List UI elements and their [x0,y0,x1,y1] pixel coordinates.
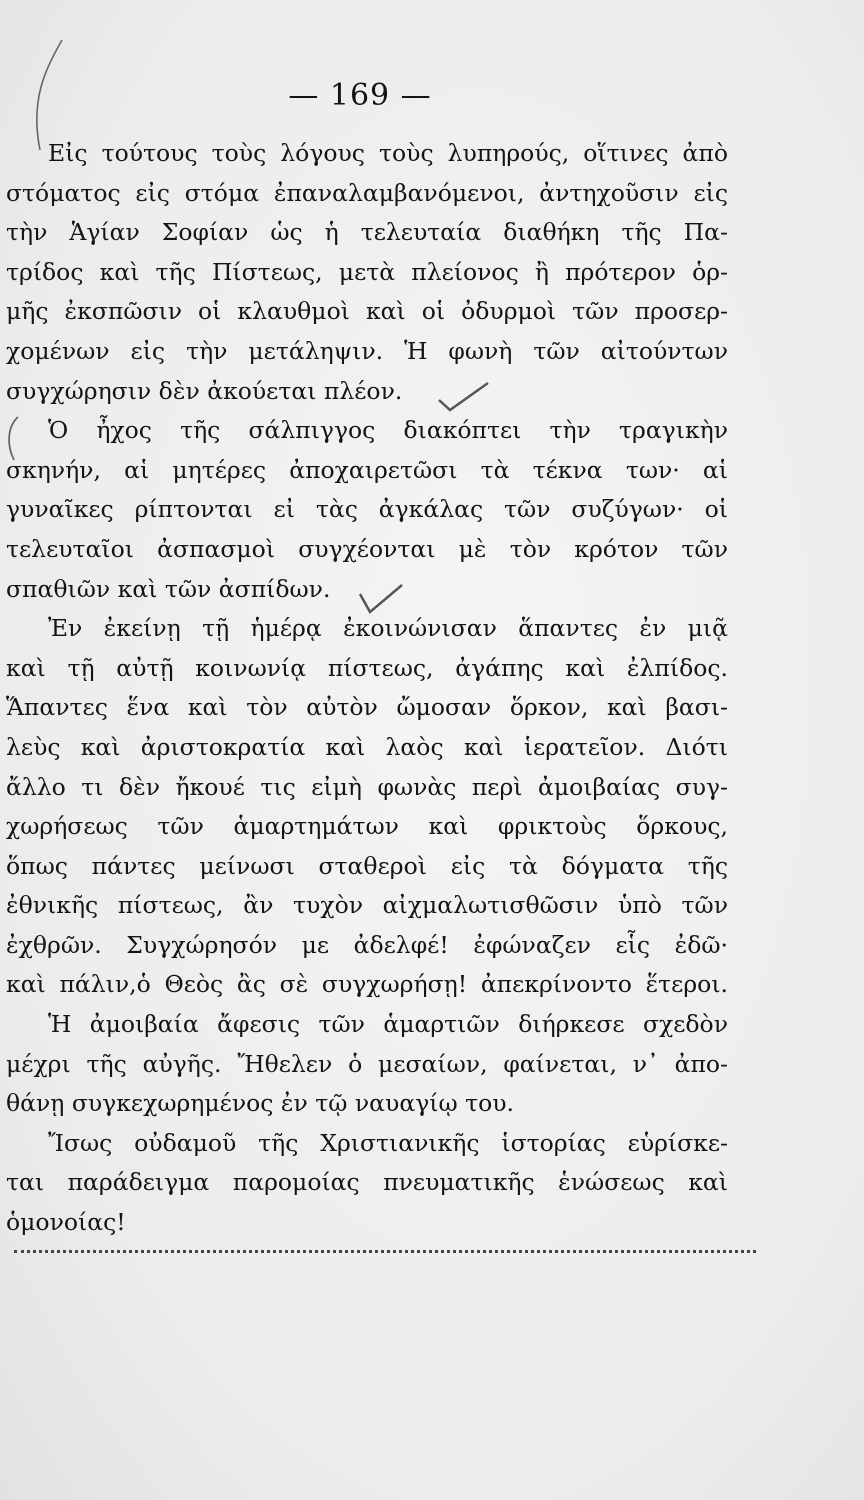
text-line: ὁμονοίας! [6,1208,126,1237]
text-line: χομένων εἰς τὴν μετάληψιν. Ἡ φωνὴ τῶν αἰτούντων [6,336,728,365]
text-line: σπαθιῶν καὶ τῶν ἀσπίδων. [6,574,331,603]
dotted-rule [14,1250,756,1253]
text-line: μέχρι τῆς αὐγῆς. Ἤθελεν ὁ μεσαίων, φαίνεται, ν᾽ ἀπο- [6,1049,728,1078]
text-line: σκηνήν, αἱ μητέρες ἀποχαιρετῶσι τὰ τέκνα των· αἱ [6,455,728,484]
text-line: Ἴσως οὐδαμοῦ τῆς Χριστιανικῆς ἱστορίας εὑρίσκε- [48,1128,728,1157]
text-line: καὶ πάλιν,ὁ Θεὸς ἂς σὲ συγχωρήσῃ! ἀπεκρίνοντο ἕτεροι. [6,970,728,999]
page-number: — 169 — [288,78,432,113]
text-line: στόματος εἰς στόμα ἐπαναλαμβανόμενοι, ἀντηχοῦσιν εἰς [6,178,728,207]
text-line: τελευταῖοι ἀσπασμοὶ συγχέονται μὲ τὸν κρότον τῶν [6,534,728,563]
text-line: λεὺς καὶ ἀριστοκρατία καὶ λαὸς καὶ ἱερατεῖον. Διότι [6,732,728,761]
text-line: γυναῖκες ρίπτονται εἰ τὰς ἀγκάλας τῶν συζύγων· οἱ [6,495,728,524]
body-text [6,134,728,1243]
text-line: ται παράδειγμα παρομοίας πνευματικῆς ἑνώσεως καὶ [6,1168,728,1197]
text-line: Ἡ ἀμοιβαία ἄφεσις τῶν ἁμαρτιῶν διήρκεσε σχεδὸν [48,1010,728,1039]
text-line: συγχώρησιν δὲν ἀκούεται πλέον. [6,376,403,405]
text-line: τρίδος καὶ τῆς Πίστεως, μετὰ πλείονος ἢ πρότερον ὁρ- [6,257,728,286]
text-line: καὶ τῇ αὐτῇ κοινωνίᾳ πίστεως, ἀγάπης καὶ ἐλπίδος. [6,653,728,682]
text-line: μῆς ἐκσπῶσιν οἱ κλαυθμοὶ καὶ οἱ ὀδυρμοὶ τῶν προσερ- [6,297,728,326]
text-line: χωρήσεως τῶν ἁμαρτημάτων καὶ φρικτοὺς ὅρκους, [6,812,728,841]
text-line: Ἅπαντες ἕνα καὶ τὸν αὐτὸν ὤμοσαν ὅρκον, καὶ βασι- [6,693,728,722]
text-line: Εἰς τούτους τοὺς λόγους τοὺς λυπηρούς, οἵτινες ἀπὸ [48,139,728,167]
text-line: Ὁ ἦχος τῆς σάλπιγγος διακόπτει τὴν τραγικὴν [48,416,728,445]
text-line: ἄλλο τι δὲν ἤκουέ τις εἰμὴ φωνὰς περὶ ἀμοιβαίας συγ- [6,772,728,801]
text-line: θάνῃ συγκεχωρημένος ἐν τῷ ναυαγίῳ του. [6,1089,515,1118]
text-line: ὅπως πάντες μείνωσι σταθεροὶ εἰς τὰ δόγματα τῆς [6,851,728,880]
text-line: Ἐν ἐκείνῃ τῇ ἡμέρᾳ ἐκοινώνισαν ἅπαντες ἐν μιᾷ [48,614,728,643]
text-line: τὴν Ἁγίαν Σοφίαν ὡς ἡ τελευταία διαθήκη τῆς Πα- [6,218,728,247]
text-line: ἐθνικῆς πίστεως, ἂν τυχὸν αἰχμαλωτισθῶσιν ὑπὸ τῶν [6,891,728,920]
text-line: ἐχθρῶν. Συγχώρησόν με ἀδελφέ! ἐφώναζεν εἷς ἐδῶ· [6,930,728,959]
